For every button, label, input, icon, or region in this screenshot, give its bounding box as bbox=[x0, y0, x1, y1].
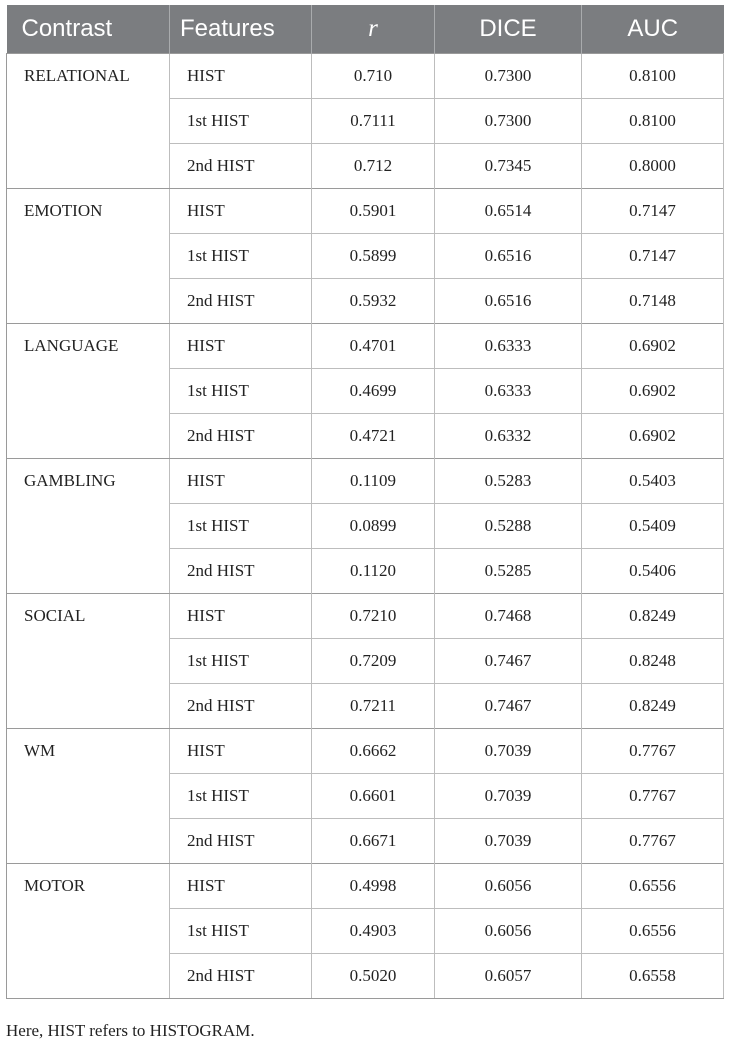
header-auc: AUC bbox=[582, 5, 724, 54]
r-value-cell: 0.5020 bbox=[312, 954, 435, 999]
table-row bbox=[7, 864, 724, 909]
auc-value-cell: 0.8000 bbox=[582, 144, 724, 189]
header-features: Features bbox=[170, 5, 312, 54]
r-value-cell: 0.7210 bbox=[312, 594, 435, 639]
feature-cell: HIST bbox=[170, 324, 312, 369]
dice-value-cell: 0.6516 bbox=[435, 279, 582, 324]
r-value-cell: 0.7111 bbox=[312, 99, 435, 144]
table-body bbox=[7, 54, 724, 999]
feature-cell: HIST bbox=[170, 864, 312, 909]
dice-value-cell: 0.5285 bbox=[435, 549, 582, 594]
auc-value-cell: 0.6558 bbox=[582, 954, 724, 999]
feature-cell: 1st HIST bbox=[170, 639, 312, 684]
feature-cell: 2nd HIST bbox=[170, 144, 312, 189]
feature-cell: 2nd HIST bbox=[170, 549, 312, 594]
dice-value-cell: 0.7467 bbox=[435, 684, 582, 729]
dice-value-cell: 0.6333 bbox=[435, 369, 582, 414]
feature-cell: 2nd HIST bbox=[170, 684, 312, 729]
dice-value-cell: 0.7039 bbox=[435, 729, 582, 774]
table-header bbox=[7, 5, 724, 54]
table-footnote: Here, HIST refers to HISTOGRAM. bbox=[6, 1021, 255, 1040]
contrast-cell: LANGUAGE bbox=[7, 324, 170, 459]
feature-cell: HIST bbox=[170, 54, 312, 99]
r-value-cell: 0.7209 bbox=[312, 639, 435, 684]
auc-value-cell: 0.5409 bbox=[582, 504, 724, 549]
contrast-cell: GAMBLING bbox=[7, 459, 170, 594]
header-dice: DICE bbox=[435, 5, 582, 54]
feature-cell: 1st HIST bbox=[170, 99, 312, 144]
table-row bbox=[7, 459, 724, 504]
auc-value-cell: 0.8248 bbox=[582, 639, 724, 684]
auc-value-cell: 0.7147 bbox=[582, 234, 724, 279]
dice-value-cell: 0.7300 bbox=[435, 54, 582, 99]
r-value-cell: 0.1109 bbox=[312, 459, 435, 504]
dice-value-cell: 0.6514 bbox=[435, 189, 582, 234]
auc-value-cell: 0.6556 bbox=[582, 909, 724, 954]
r-value-cell: 0.5932 bbox=[312, 279, 435, 324]
r-value-cell: 0.712 bbox=[312, 144, 435, 189]
dice-value-cell: 0.7039 bbox=[435, 774, 582, 819]
auc-value-cell: 0.7767 bbox=[582, 774, 724, 819]
dice-value-cell: 0.6056 bbox=[435, 909, 582, 954]
feature-cell: HIST bbox=[170, 459, 312, 504]
r-value-cell: 0.4721 bbox=[312, 414, 435, 459]
feature-cell: HIST bbox=[170, 729, 312, 774]
dice-value-cell: 0.6516 bbox=[435, 234, 582, 279]
results-table bbox=[6, 5, 724, 999]
auc-value-cell: 0.8249 bbox=[582, 684, 724, 729]
feature-cell: 1st HIST bbox=[170, 234, 312, 279]
auc-value-cell: 0.7147 bbox=[582, 189, 724, 234]
feature-cell: 2nd HIST bbox=[170, 819, 312, 864]
contrast-cell: MOTOR bbox=[7, 864, 170, 999]
auc-value-cell: 0.5406 bbox=[582, 549, 724, 594]
table-row bbox=[7, 594, 724, 639]
header-r: r bbox=[312, 5, 435, 54]
dice-value-cell: 0.6332 bbox=[435, 414, 582, 459]
auc-value-cell: 0.6902 bbox=[582, 414, 724, 459]
contrast-cell: RELATIONAL bbox=[7, 54, 170, 189]
r-value-cell: 0.6601 bbox=[312, 774, 435, 819]
dice-value-cell: 0.6057 bbox=[435, 954, 582, 999]
dice-value-cell: 0.7300 bbox=[435, 99, 582, 144]
feature-cell: 2nd HIST bbox=[170, 954, 312, 999]
feature-cell: HIST bbox=[170, 189, 312, 234]
feature-cell: 2nd HIST bbox=[170, 279, 312, 324]
r-value-cell: 0.5899 bbox=[312, 234, 435, 279]
dice-value-cell: 0.7468 bbox=[435, 594, 582, 639]
r-value-cell: 0.4903 bbox=[312, 909, 435, 954]
feature-cell: 1st HIST bbox=[170, 909, 312, 954]
r-value-cell: 0.7211 bbox=[312, 684, 435, 729]
auc-value-cell: 0.8249 bbox=[582, 594, 724, 639]
feature-cell: HIST bbox=[170, 594, 312, 639]
feature-cell: 2nd HIST bbox=[170, 414, 312, 459]
auc-value-cell: 0.8100 bbox=[582, 99, 724, 144]
contrast-cell: WM bbox=[7, 729, 170, 864]
r-value-cell: 0.1120 bbox=[312, 549, 435, 594]
feature-cell: 1st HIST bbox=[170, 504, 312, 549]
auc-value-cell: 0.6556 bbox=[582, 864, 724, 909]
header-contrast: Contrast bbox=[7, 5, 170, 54]
auc-value-cell: 0.8100 bbox=[582, 54, 724, 99]
dice-value-cell: 0.7345 bbox=[435, 144, 582, 189]
auc-value-cell: 0.5403 bbox=[582, 459, 724, 504]
table-row bbox=[7, 189, 724, 234]
dice-value-cell: 0.7467 bbox=[435, 639, 582, 684]
dice-value-cell: 0.6056 bbox=[435, 864, 582, 909]
table-row bbox=[7, 324, 724, 369]
contrast-cell: SOCIAL bbox=[7, 594, 170, 729]
r-value-cell: 0.4998 bbox=[312, 864, 435, 909]
r-value-cell: 0.4699 bbox=[312, 369, 435, 414]
r-value-cell: 0.0899 bbox=[312, 504, 435, 549]
feature-cell: 1st HIST bbox=[170, 369, 312, 414]
table-row bbox=[7, 54, 724, 99]
header-row bbox=[7, 5, 724, 54]
r-value-cell: 0.6671 bbox=[312, 819, 435, 864]
dice-value-cell: 0.7039 bbox=[435, 819, 582, 864]
r-value-cell: 0.710 bbox=[312, 54, 435, 99]
auc-value-cell: 0.7767 bbox=[582, 819, 724, 864]
dice-value-cell: 0.5288 bbox=[435, 504, 582, 549]
r-value-cell: 0.5901 bbox=[312, 189, 435, 234]
r-value-cell: 0.6662 bbox=[312, 729, 435, 774]
auc-value-cell: 0.6902 bbox=[582, 369, 724, 414]
feature-cell: 1st HIST bbox=[170, 774, 312, 819]
auc-value-cell: 0.7767 bbox=[582, 729, 724, 774]
dice-value-cell: 0.5283 bbox=[435, 459, 582, 504]
r-value-cell: 0.4701 bbox=[312, 324, 435, 369]
contrast-cell: EMOTION bbox=[7, 189, 170, 324]
table-row bbox=[7, 729, 724, 774]
auc-value-cell: 0.7148 bbox=[582, 279, 724, 324]
auc-value-cell: 0.6902 bbox=[582, 324, 724, 369]
dice-value-cell: 0.6333 bbox=[435, 324, 582, 369]
